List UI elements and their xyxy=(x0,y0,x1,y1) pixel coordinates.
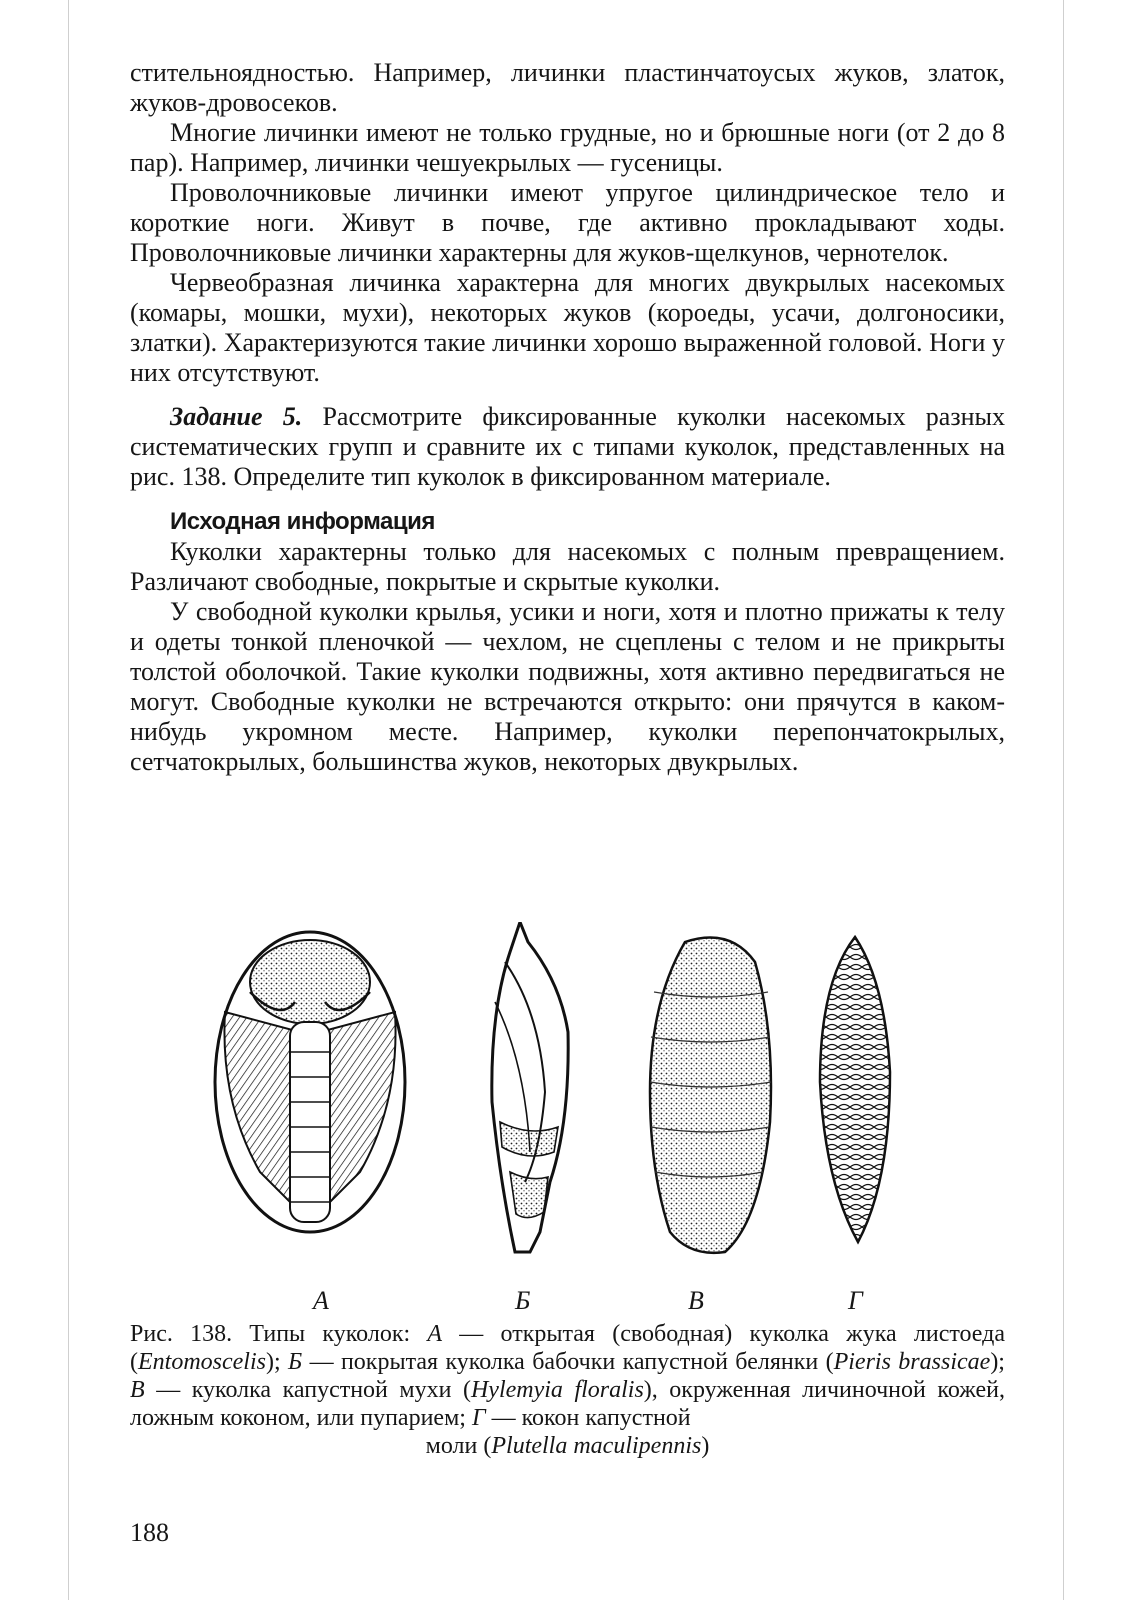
caption-text: — открытая (свободная) куколка жука листоеда ( xyxy=(130,1321,1006,1375)
paragraph-2: Многие личинки имеют не только грудные, но и брюшные ноги (от 2 до 8 пар). Например, личинки чешуекрылых — гусеницы. xyxy=(130,118,1005,177)
page-number: 188 xyxy=(130,1518,169,1547)
caption-latin-name: Entomoscelis xyxy=(138,1349,266,1375)
pupae-figure xyxy=(130,922,1005,1272)
caption-latin-name: Hylemyia floralis xyxy=(470,1377,644,1403)
task-label: Задание 5. xyxy=(170,402,303,431)
figure-caption xyxy=(130,1320,1005,1460)
caption-label-d: Г xyxy=(471,1405,486,1431)
pupa-b-drawing xyxy=(492,922,568,1252)
task-text: Рассмотрите фиксированные куколки насекомых разных систематических групп и сравните их с типами куколок, представленных на рис. 138. Определите тип куколок в фиксированном материале. xyxy=(130,402,1006,491)
info-paragraph-1: Куколки характерны только для насекомых с полным превращением. Различают свободные, покрытые и скрытые куколки. xyxy=(130,537,1005,596)
paragraph-4: Червеобразная личинка характерна для многих двукрылых насекомых (комары, мошки, мухи), некоторых жуков (короеды, усачи, долгоносики, златки). Характеризуются такие личинки хорошо выраженной головой. Ноги у них отсутствуют. xyxy=(130,268,1005,387)
caption-text: моли ( xyxy=(425,1433,492,1459)
body-text xyxy=(130,58,1005,777)
pupa-c-drawing xyxy=(650,938,771,1253)
caption-text: — куколка капустной мухи ( xyxy=(144,1377,471,1403)
pupa-d-drawing xyxy=(820,937,890,1242)
caption-label-c: В xyxy=(130,1377,145,1403)
section-heading-text: Исходная информация xyxy=(170,508,435,535)
page-border-left xyxy=(68,0,69,1600)
section-heading xyxy=(130,506,1005,537)
caption-text: — кокон капустной xyxy=(485,1405,691,1431)
info-paragraph-2: У свободной куколки крылья, усики и ноги, хотя и плотно прижаты к телу и одеты тонкой пленочкой — чехлом, не сцеплены с телом и не прикрыты толстой оболочкой. Такие куколки подвижны, хотя активно передвигаться не могут. Свободные куколки не встречаются открыто: они прячутся в каком-нибудь укромном месте. Например, куколки перепончатокрылых, сетчатокрылых, большинства жуков, некоторых двукрылых. xyxy=(130,597,1005,776)
caption-text: ); xyxy=(990,1349,1005,1375)
task-paragraph xyxy=(130,402,1005,492)
caption-text: ), окруженная личиночной кожей, ложным коконом, или пупарием; xyxy=(130,1377,1005,1431)
caption-text: — покрытая куколка бабочки капустной белянки ( xyxy=(302,1349,834,1375)
page-border-right xyxy=(1063,0,1064,1600)
figure-label-c: В xyxy=(688,1286,704,1315)
caption-text: ) xyxy=(701,1433,710,1459)
figure-label-b: Б xyxy=(515,1286,531,1315)
spacer xyxy=(130,492,1005,506)
caption-latin-name: Pieris brassicae xyxy=(833,1349,991,1375)
spacer xyxy=(130,388,1005,402)
caption-text: Рис. 138. Типы куколок: xyxy=(130,1321,428,1347)
caption-label-b: Б xyxy=(288,1349,303,1375)
pupa-a-drawing xyxy=(215,932,405,1232)
caption-last-line xyxy=(130,1432,1005,1460)
paragraph-3: Проволочниковые личинки имеют упругое цилиндрическое тело и короткие ноги. Живут в почве, где активно прокладывают ходы. Проволочниковые личинки характерны для жуков-щелкунов, чернотелок. xyxy=(130,178,1005,267)
caption-text: ); xyxy=(265,1349,289,1375)
figure-label-d: Г xyxy=(848,1286,863,1315)
paragraph-1: стительноядностью. Например, личинки пластинчатоусых жуков, златок, жуков-дровосеков. xyxy=(130,58,1005,117)
caption-label-a: А xyxy=(427,1321,443,1347)
caption-latin-name: Plutella maculipennis xyxy=(491,1433,702,1459)
figure-label-a: А xyxy=(313,1286,329,1315)
